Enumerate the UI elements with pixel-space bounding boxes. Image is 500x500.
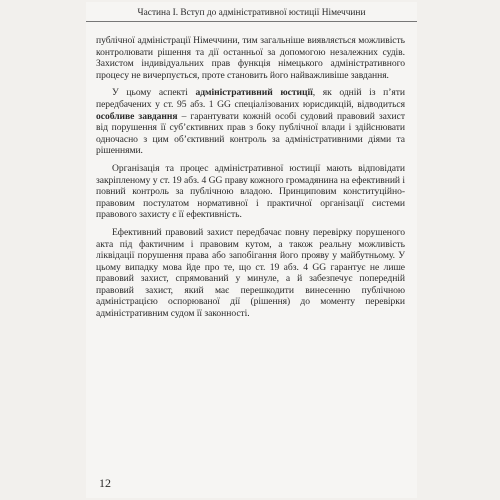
page-number: 12 — [99, 476, 111, 490]
text-run: У цьому аспекті — [112, 87, 196, 99]
running-header: Частина І. Вступ до адміністративної юстиції Німеччини — [86, 2, 417, 22]
text-run: , як одній із п’яти передбачених у ст. 95 абз. 1 GG спеціалізованих юрисдикцій, відводиться — [96, 87, 405, 110]
text-run: Ефективний правовий захист передбачає повну перевірку порушеного акта під фактичним і правовим кутом, а також реальну можливість ліквідації порушення права або запобігання його прояву у майбутньому. У цьому випадку мова йде про те, що ст. 19 абз. 4 GG гарантує не лише правовий захист, спрямований у минуле, а й забезпечує попередній правовий захист, який має перешкодити винесенню публічною адміністрацією оспорюваної дії (рішення) до моменту перевірки адміністративним судом її законності. — [96, 226, 405, 320]
body-text — [96, 35, 405, 326]
text-run: Організація та процес адміністративної юстиції мають відповідати закріпленому у ст. 19 абз. 4 GG праву кожного громадянина на ефективний і повний контроль за публічною владою. Принциповим конституційно-правовим постулатом нормативної і практичної організації системи правового захисту є її ефективність. — [96, 162, 405, 221]
book-page — [86, 2, 417, 498]
paragraph-3 — [96, 163, 405, 221]
paragraph-4 — [96, 227, 405, 320]
text-run: публічної адміністрації Німеччини, тим загальніше виявляється можливість контролювати рішення та дії останньої за допомогою незалежних судів. Захистом індивідуальних прав функція німецького адміністративного процесу не вичерпується, проте становить його найважливіше завдання. — [96, 35, 405, 81]
bold-term: особливе завдання — [96, 110, 178, 122]
bold-term: адміністративний юстиції — [195, 87, 313, 99]
text-run: – гарантувати кожній особі судовий правовий захист від порушення її суб’єктивних прав з боку публічної влади і здійснювати одночасно з цим об’єктивний контроль за адміністративними діями та рішеннями. — [96, 110, 405, 157]
paragraph-1 — [96, 35, 405, 81]
paragraph-2 — [96, 87, 405, 157]
